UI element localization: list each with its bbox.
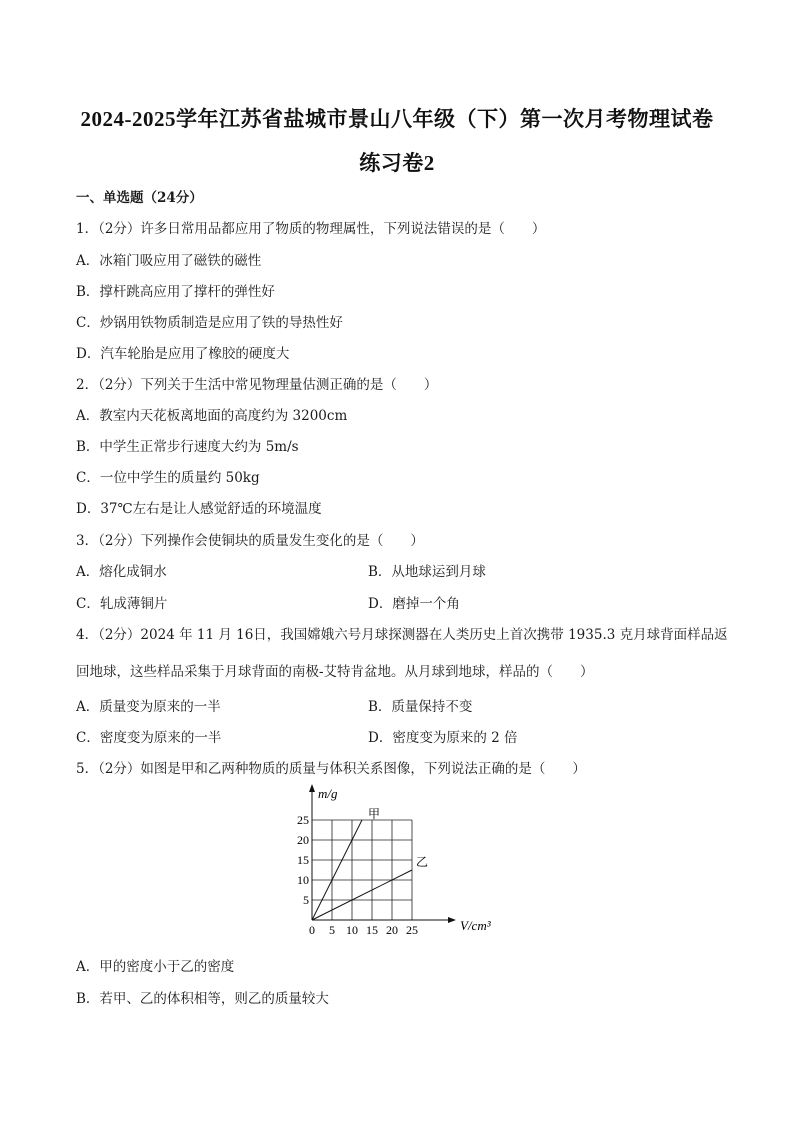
x-tick-label: 5 [329, 923, 335, 937]
question-2-stem: 2．（2分）下列关于生活中常见物理量估测正确的是（ ） [76, 377, 438, 393]
question-3-option-d: D．磨掉一个角 [368, 596, 460, 612]
x-tick-label: 25 [406, 923, 418, 937]
y-axis-label: m/g [318, 786, 338, 801]
question-5-option-a: A．甲的密度小于乙的密度 [76, 959, 235, 975]
y-axis-arrow [309, 784, 315, 792]
section-heading: 一、单选题（24分） [76, 190, 203, 206]
question-4-option-a: A．质量变为原来的一半 [76, 699, 221, 715]
x-tick-label: 10 [346, 923, 358, 937]
question-3-stem: 3．（2分）下列操作会使铜块的质量发生变化的是（ ） [76, 533, 424, 549]
y-tick-label: 15 [297, 853, 309, 867]
chart-grid [312, 820, 412, 920]
series-label-jia: 甲 [368, 807, 381, 821]
question-4-option-d: D．密度变为原来的 2 倍 [368, 730, 518, 746]
mass-volume-chart [292, 782, 512, 942]
question-1-option-a: A．冰箱门吸应用了磁铁的磁性 [76, 253, 262, 269]
question-3-option-b: B．从地球运到月球 [368, 564, 486, 580]
series-line-jia [312, 820, 362, 920]
question-4-stem-line1: 4．（2分）2024 年 11 月 16日，我国嫦娥六号月球探测器在人类历史上首次携带 1935.3 克月球背面样品返 [76, 627, 728, 643]
x-tick-label: 0 [309, 923, 315, 937]
x-axis-arrow [448, 917, 456, 923]
y-tick-label: 10 [297, 873, 309, 887]
chart-series [312, 807, 428, 920]
question-1-option-b: B．撑杆跳高应用了撑杆的弹性好 [76, 284, 275, 300]
y-tick-label: 5 [303, 893, 309, 907]
question-3-option-a: A．熔化成铜水 [76, 564, 167, 580]
question-1-stem: 1．（2分）许多日常用品都应用了物质的物理属性，下列说法错误的是（ ） [76, 221, 546, 237]
series-label-yi: 乙 [416, 855, 429, 869]
exam-subtitle: 练习卷2 [359, 151, 435, 175]
y-tick-label: 25 [297, 813, 309, 827]
x-tick-label: 20 [386, 923, 398, 937]
question-2-option-b: B．中学生正常步行速度大约为 5m/s [76, 439, 299, 455]
question-3-option-c: C．轧成薄铜片 [76, 596, 168, 612]
chart-axes [309, 784, 456, 923]
question-1-option-c: C．炒锅用铁物质制造是应用了铁的导热性好 [76, 315, 343, 331]
question-5-option-b: B．若甲、乙的体积相等，则乙的质量较大 [76, 991, 329, 1007]
exam-title: 2024-2025学年江苏省盐城市景山八年级（下）第一次月考物理试卷 [80, 107, 714, 131]
x-tick-label: 15 [366, 923, 378, 937]
question-2-option-a: A．教室内天花板离地面的高度约为 3200cm [76, 408, 348, 424]
question-4-option-b: B．质量保持不变 [368, 699, 473, 715]
question-2-option-c: C．一位中学生的质量约 50kg [76, 470, 260, 486]
series-line-yi [312, 870, 412, 920]
question-2-option-d: D．37℃左右是让人感觉舒适的环境温度 [76, 501, 322, 517]
question-4-stem-line2: 回地球，这些样品采集于月球背面的南极-艾特肯盆地。从月球到地球，样品的（ ） [76, 664, 594, 680]
y-tick-label: 20 [297, 833, 309, 847]
question-4-option-c: C．密度变为原来的一半 [76, 730, 222, 746]
question-5-stem: 5．（2分）如图是甲和乙两种物质的质量与体积关系图像，下列说法正确的是（ ） [76, 761, 586, 777]
x-axis-label: V/cm³ [460, 918, 491, 933]
question-1-option-d: D．汽车轮胎是应用了橡胶的硬度大 [76, 346, 290, 362]
